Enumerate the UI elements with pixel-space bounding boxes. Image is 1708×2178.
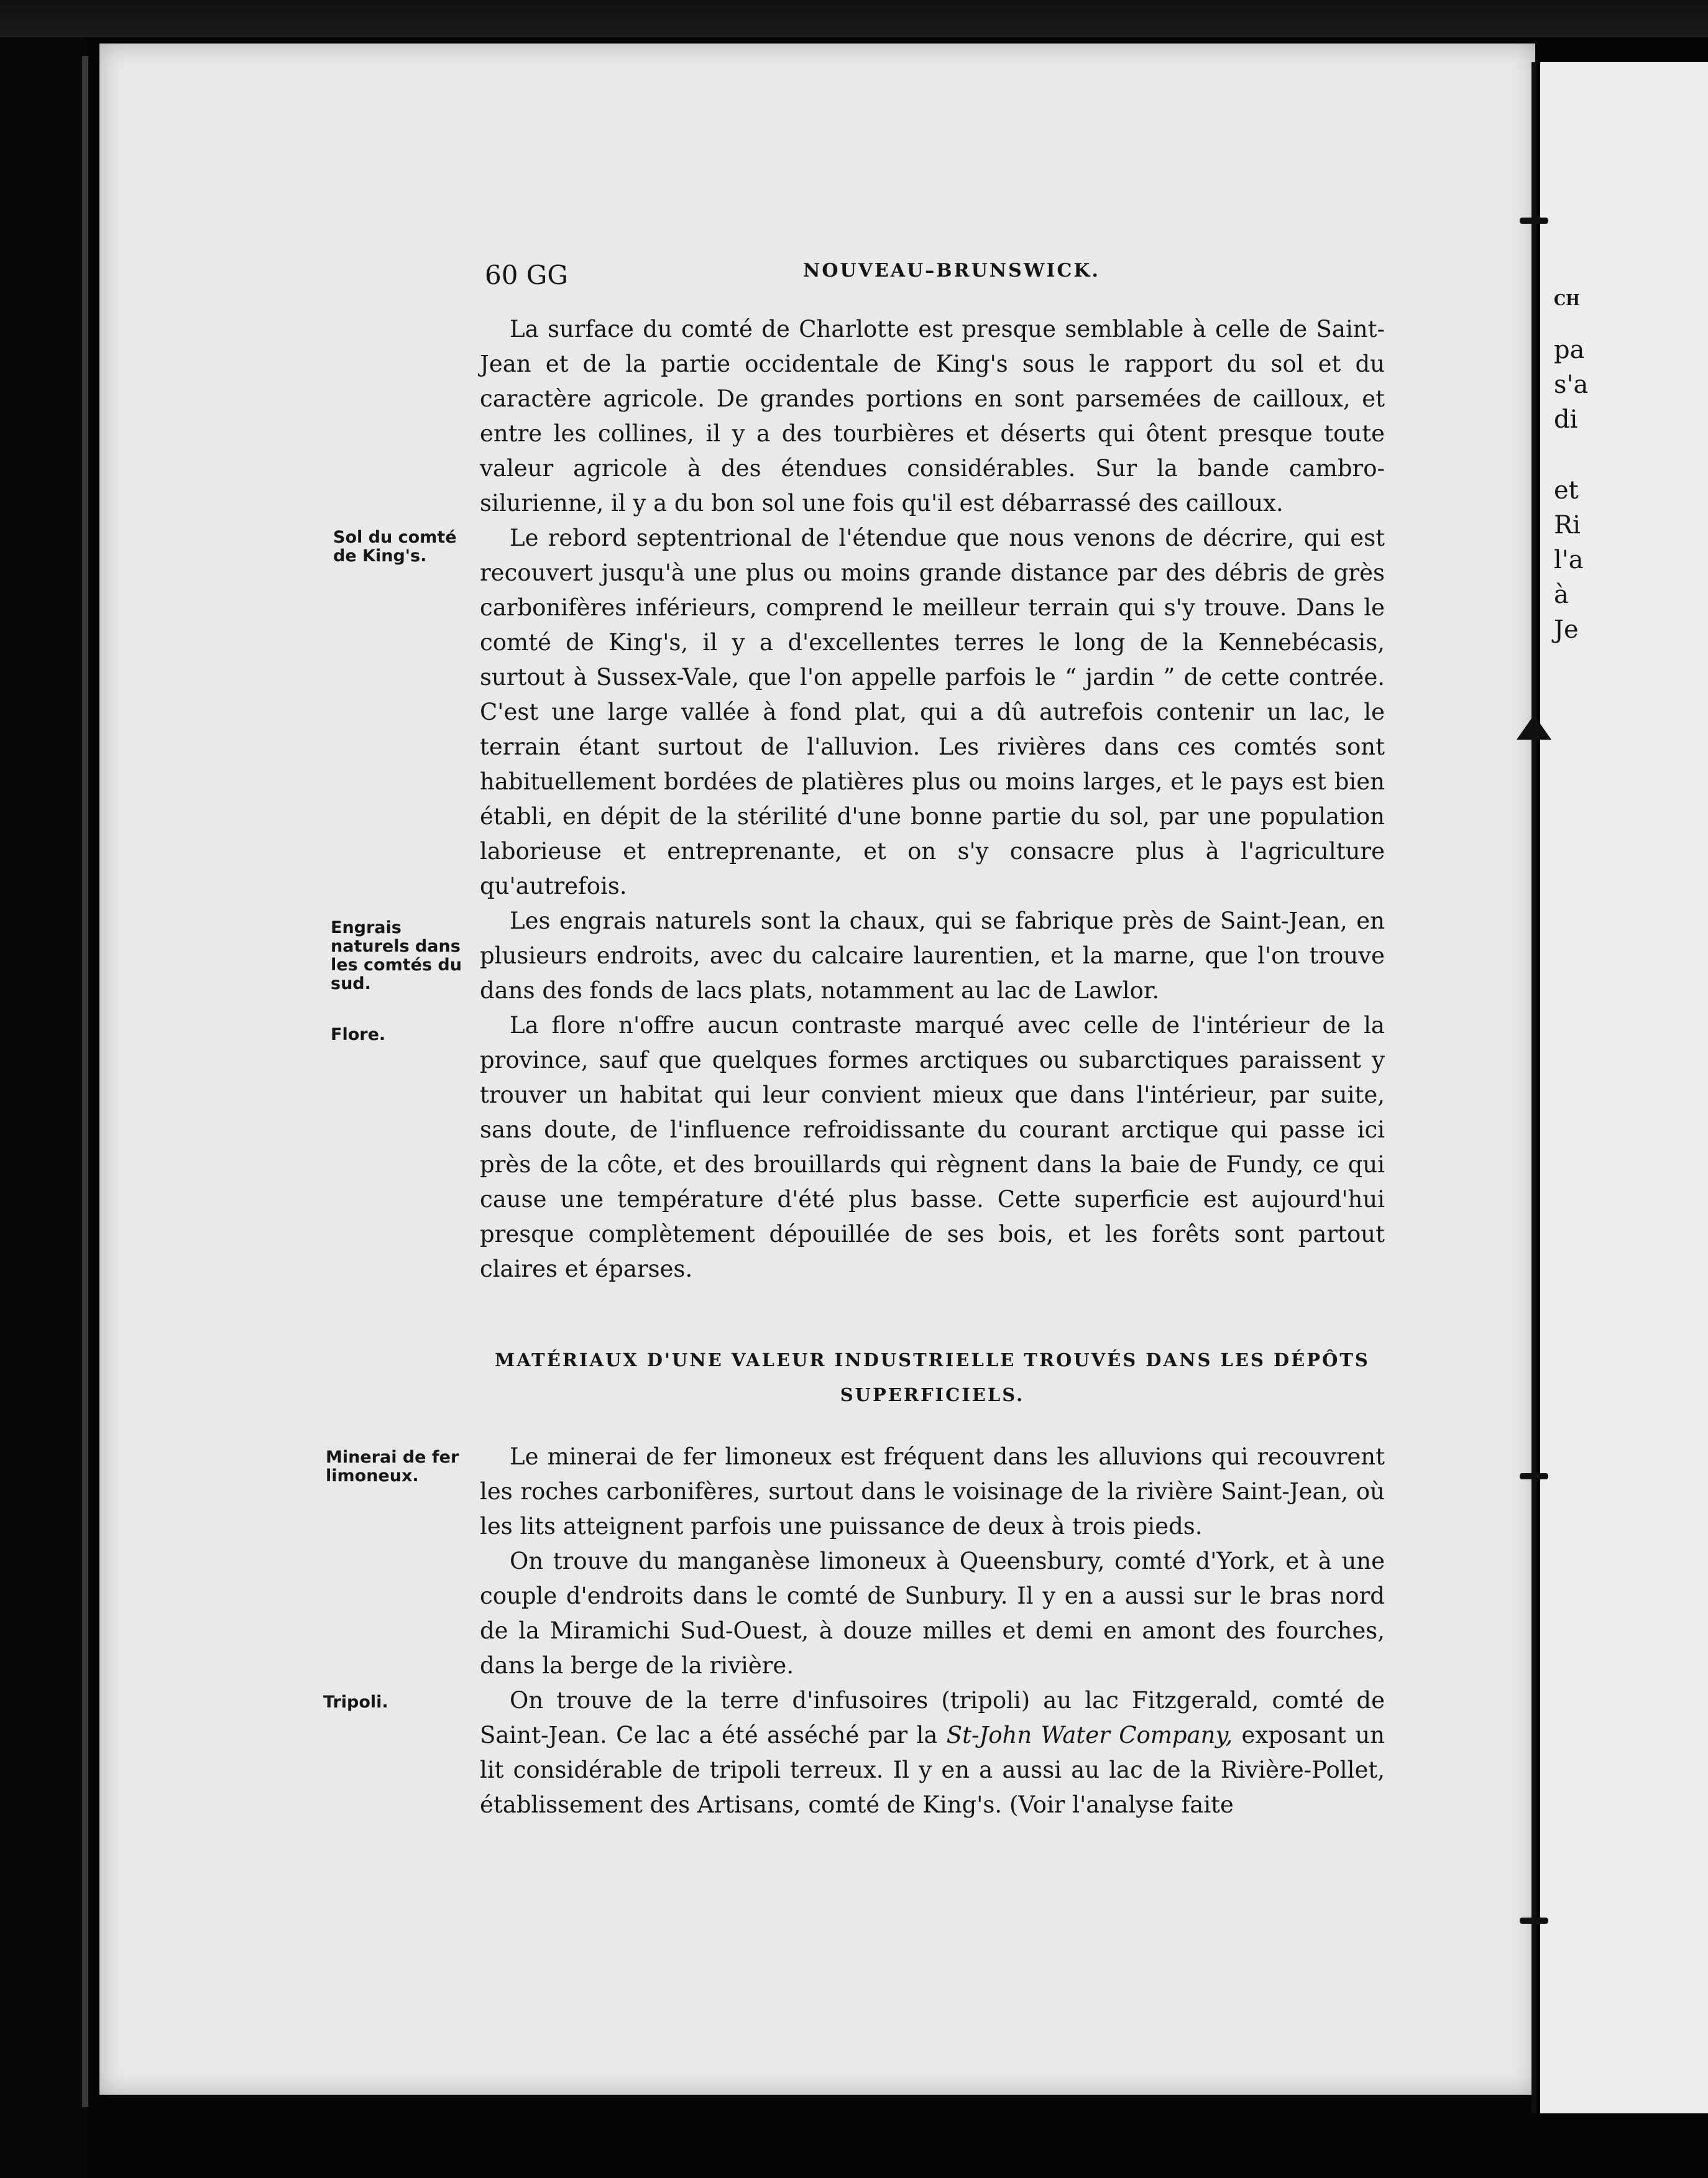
facing-page-text: CH bbox=[1554, 291, 1580, 309]
scan-left-margin bbox=[0, 37, 87, 2178]
paragraph-kings: Le rebord septentrional de l'étendue que nous venons de décrire, qui est recouvert jusqu'à une plus ou moins grande distance par des débris de grès carbonifères inférieurs, comprend le meilleur terrain qui s'y trouve. Dans le comté de King's, il y a d'excellentes terres le long de la Kennebécasis, surtout à Sussex-Vale, que l'on appelle parfois le “ jardin ” de cette contrée. C'est une large vallée à fond plat, qui a dû autrefois contenir un lac, le terrain étant surtout de l'alluvion. Les rivières dans ces comtés sont habituellement bordées de platières plus ou moins larges, et le pays est bien établi, en dépit de la stérilité d'une bonne partie du sol, par une population laborieuse et entreprenante, et on s'y consacre plus à l'agriculture qu'autrefois. bbox=[480, 525, 1385, 899]
paragraph-engrais: Les engrais naturels sont la chaux, qui se fabrique près de Saint-Jean, en plusieurs endroits, avec du calcaire laurentien, et la marne, que l'on trouve dans des fonds de lacs plats, notamment au lac de Lawlor. bbox=[480, 908, 1385, 1004]
margin-note-flore: Flore. bbox=[331, 1025, 386, 1044]
main-text-block bbox=[480, 312, 1385, 1287]
running-head: NOUVEAU–BRUNSWICK. bbox=[803, 260, 1100, 282]
paragraph-charlotte: La surface du comté de Charlotte est presque semblable à celle de Saint-Jean et de la partie occidentale de King's sous le rapport du sol et du caractère agricole. De grandes portions en sont parsemées de cailloux, et entre les collines, il y a des tourbières et déserts qui ôtent presque toute valeur agricole à des étendues considérables. Sur la bande cambro-silurienne, il y a du bon sol une fois qu'il est débarrassé des cailloux. bbox=[480, 316, 1385, 517]
facing-page-text: à bbox=[1554, 581, 1569, 609]
secondary-text-block bbox=[480, 1440, 1385, 1822]
fold-arrow-mark bbox=[1517, 715, 1551, 740]
facing-page-text: Je bbox=[1554, 615, 1579, 644]
facing-page-fragment bbox=[1540, 62, 1708, 2113]
scan-binding-line bbox=[82, 56, 88, 2107]
tripoli-text-start: On trouve de la terre d'infusoires (tripoli) au lac Fitzgerald, comté de Saint-Jean. Ce lac a été asséché par la bbox=[480, 1687, 1385, 1748]
margin-note-tripoli: Tripoli. bbox=[323, 1693, 388, 1712]
tripoli-text-end: exposant un lit considérable de tripoli terreux. Il y en a aussi au lac de la Rivière-Pollet, établissement des Artisans, comté de King's. (Voir l'analyse faite bbox=[480, 1722, 1385, 1818]
margin-note-engrais: Engrais naturels dans les comtés du sud. bbox=[331, 918, 462, 993]
facing-page-text: et bbox=[1554, 476, 1579, 505]
margin-note-minerai: Minerai de fer limoneux. bbox=[326, 1448, 459, 1486]
paragraph-manganese: On trouve du manganèse limoneux à Queensbury, comté d'York, et à une couple d'endroits dans le comté de Sunbury. Il y en a aussi sur le bras nord de la Miramichi Sud-Ouest, à douze milles et demi en amont des fourches, dans la berge de la rivière. bbox=[480, 1548, 1385, 1679]
margin-note-sol: Sol du comté de King's. bbox=[333, 528, 457, 566]
paragraph-flore: La flore n'offre aucun contraste marqué avec celle de l'intérieur de la province, sauf que quelques formes arctiques ou subarctiques paraissent y trouver un habitat qui leur convient mieux que dans l'intérieur, par suite, sans doute, de l'influence refroidissante du courant arctique qui passe ici près de la côte, et des brouillards qui règnent dans la baie de Fundy, ce qui cause une température d'été plus basse. Cette superficie est aujourd'hui presque complètement dépouillée de ses bois, et les forêts sont partout claires et éparses. bbox=[480, 1012, 1385, 1282]
page-number: 60 GG bbox=[485, 260, 568, 290]
fold-tick-mark bbox=[1520, 1918, 1548, 1924]
facing-page-text: Ri bbox=[1554, 511, 1581, 540]
paragraph-minerai: Le minerai de fer limoneux est fréquent dans les alluvions qui recouvrent les roches carbonifères, surtout dans le voisinage de la rivière Saint-Jean, où les lits atteignent parfois une puissance de deux à trois pieds. bbox=[480, 1443, 1385, 1540]
fold-tick-mark bbox=[1520, 218, 1548, 224]
facing-page-text: pa bbox=[1554, 336, 1585, 364]
scan-top-edge bbox=[0, 0, 1708, 37]
section-heading: MATÉRIAUX D'UNE VALEUR INDUSTRIELLE TROUVÉS DANS LES DÉPÔTS SUPERFICIELS. bbox=[495, 1349, 1370, 1405]
company-name-italic: St-John Water Company, bbox=[946, 1722, 1233, 1748]
paragraph-tripoli bbox=[480, 1683, 1385, 1822]
facing-page-text: s'a bbox=[1554, 370, 1589, 399]
facing-page-text: di bbox=[1554, 405, 1578, 434]
facing-page-text: l'a bbox=[1554, 546, 1584, 574]
page-fold-line bbox=[1531, 62, 1536, 2113]
fold-tick-mark bbox=[1520, 1473, 1548, 1479]
